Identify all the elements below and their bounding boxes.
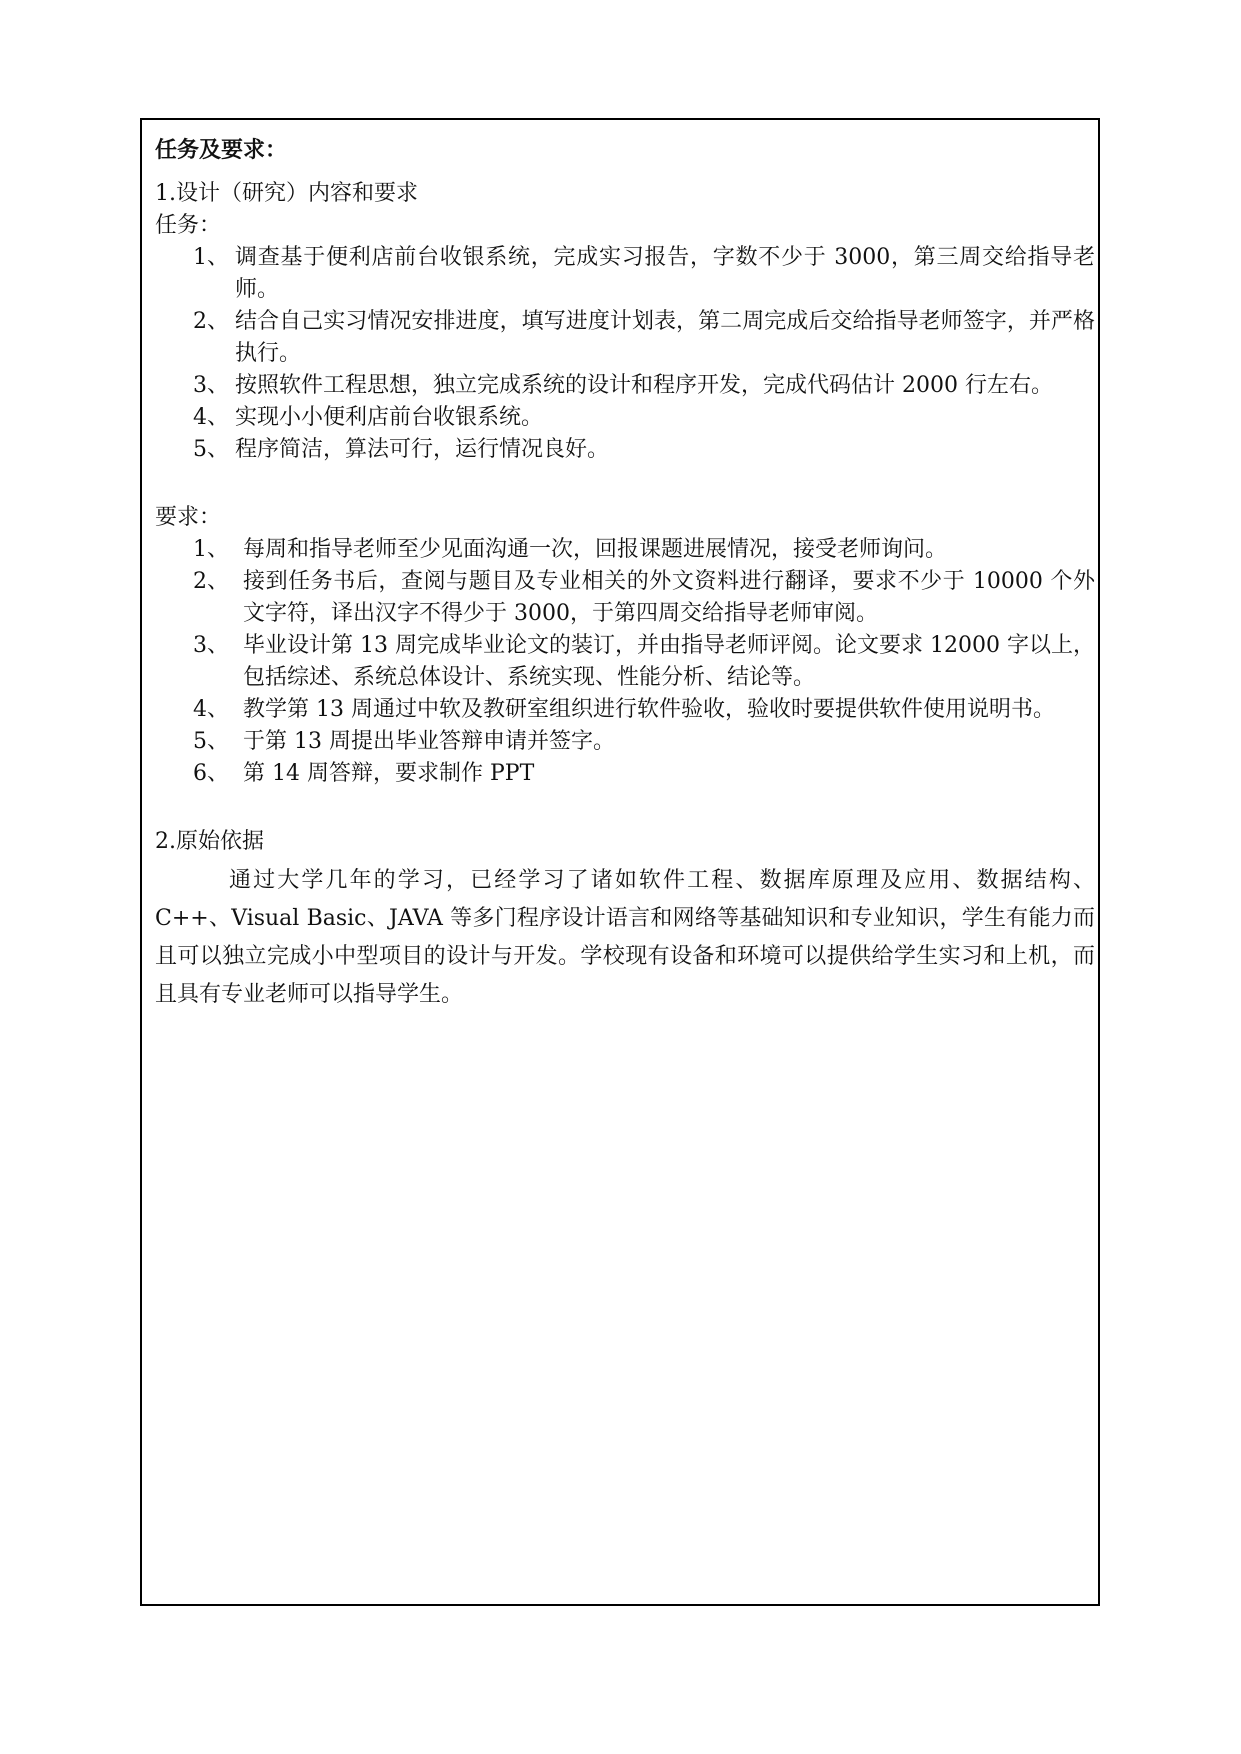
task-item [155,242,1095,306]
task-text: 调查基于便利店前台收银系统，完成实习报告，字数不少于 3000，第三周交给指导老师。 [235,245,1095,302]
task-text: 按照软件工程思想，独立完成系统的设计和程序开发，完成代码估计 2000 行左右。 [235,373,1053,398]
section2-title: 2.原始依据 [155,829,264,854]
task-text: 结合自己实习情况安排进度，填写进度计划表，第二周完成后交给指导老师签字，并严格执行。 [235,309,1095,366]
requirement-number: 1、 [193,537,229,562]
tasks-label: 任务： [155,213,222,238]
requirement-text: 教学第 13 周通过中软及教研室组织进行软件验收，验收时要提供软件使用说明书。 [243,697,1055,722]
task-number: 5、 [193,437,229,462]
requirement-item [155,726,1095,758]
requirement-text: 毕业设计第 13 周完成毕业论文的装订，并由指导老师评阅。论文要求 12000 字以上，包括综述、系统总体设计、系统实现、性能分析、结论等。 [243,633,1095,690]
spacer [155,466,1095,502]
task-number: 2、 [193,309,229,334]
requirement-item [155,758,1095,790]
task-number: 3、 [193,373,229,398]
spacer [155,790,1095,826]
requirement-number: 6、 [193,761,229,786]
task-item [155,402,1095,434]
task-text: 实现小小便利店前台收银系统。 [235,405,544,430]
requirement-number: 2、 [193,569,229,594]
section2-paragraph: 通过大学几年的学习，已经学习了诸如软件工程、数据库原理及应用、数据结构、C++、Visual Basic、JAVA 等多门程序设计语言和网络等基础知识和专业知识，学生有能力而且可以独立完成小中型项目的设计与开发。学校现有设备和环境可以提供给学生实习和上机，而且具有专业老师可以指导学生。 [155,868,1095,1007]
task-item [155,434,1095,466]
requirement-number: 5、 [193,729,229,754]
requirement-number: 4、 [193,697,229,722]
task-number: 4、 [193,405,229,430]
task-text: 程序简洁，算法可行，运行情况良好。 [235,437,610,462]
section1-title: 1.设计（研究）内容和要求 [155,181,418,206]
section-heading: 任务及要求： [155,137,288,163]
requirement-item [155,694,1095,726]
task-item [155,370,1095,402]
requirement-item [155,630,1095,694]
document-content [155,134,1095,1014]
requirements-label: 要求： [155,505,222,530]
task-item [155,306,1095,370]
requirement-text: 第 14 周答辩，要求制作 PPT [243,761,535,786]
document-frame [140,118,1100,1606]
requirement-text: 接到任务书后，查阅与题目及专业相关的外文资料进行翻译，要求不少于 10000 个外文字符，译出汉字不得少于 3000，于第四周交给指导老师审阅。 [243,569,1095,626]
requirement-text: 每周和指导老师至少见面沟通一次，回报课题进展情况，接受老师询问。 [243,537,948,562]
task-number: 1、 [193,245,229,270]
requirement-text: 于第 13 周提出毕业答辩申请并签字。 [243,729,615,754]
requirement-item [155,534,1095,566]
requirement-number: 3、 [193,633,229,658]
requirement-item [155,566,1095,630]
